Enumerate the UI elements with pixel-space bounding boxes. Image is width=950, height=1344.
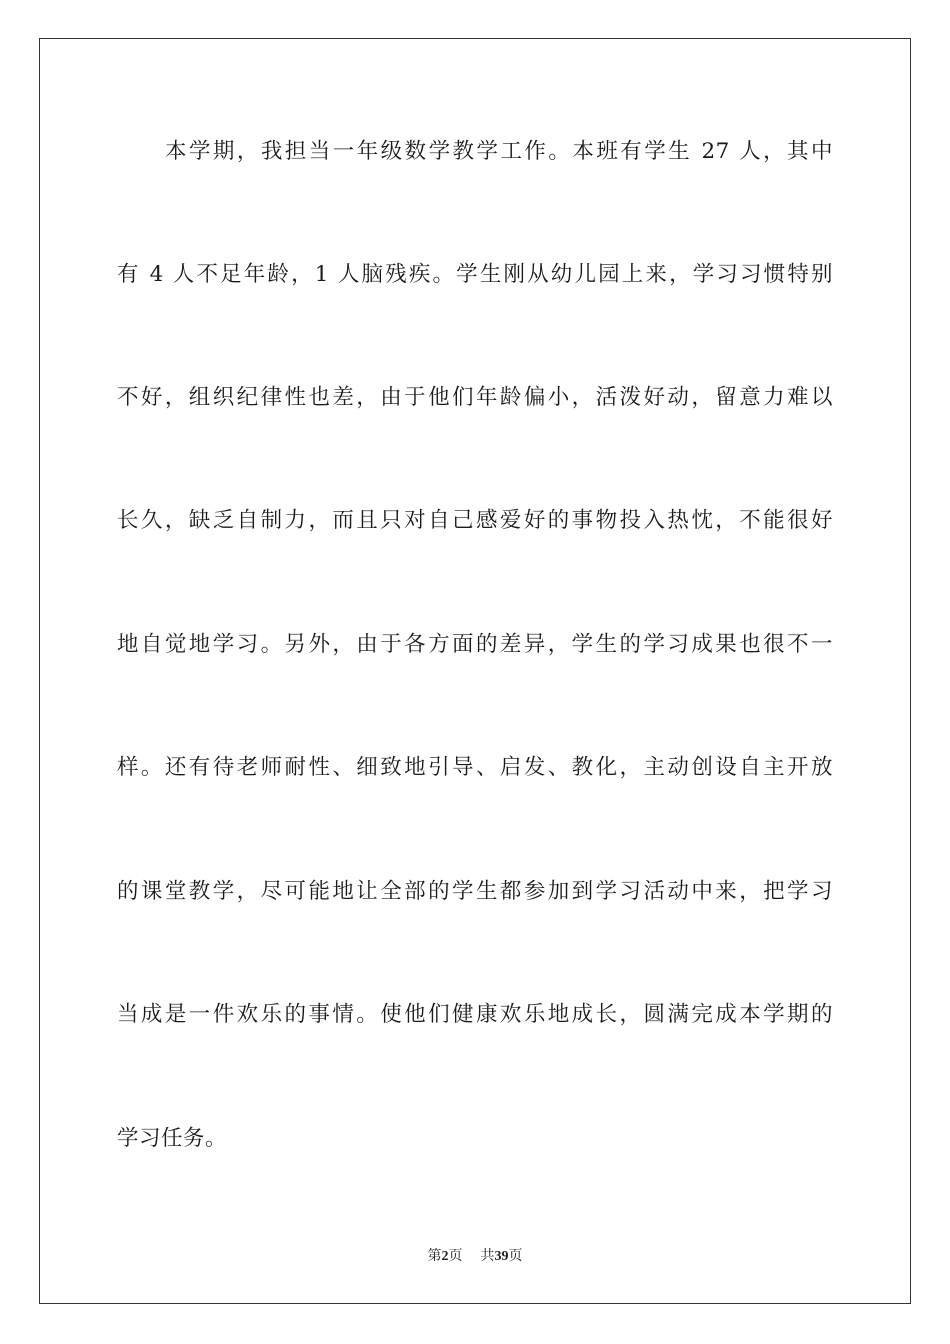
paragraph-line-3: 不好，组织纪律性也差，由于他们年龄偏小，活泼好动，留意力难以 — [117, 385, 833, 410]
paragraph-line-7: 的课堂教学，尽可能地让全部的学生都参加到学习活动中来，把学习 — [117, 879, 833, 904]
paragraph-line-6: 样。还有待老师耐性、细致地引导、启发、教化，主动创设自主开放 — [117, 755, 833, 780]
paragraph-line-5: 地自觉地学习。另外，由于各方面的差异，学生的学习成果也很不一 — [117, 632, 833, 657]
page-footer — [0, 1246, 950, 1267]
page-label-suffix: 页 — [448, 1248, 463, 1264]
paragraph-line-8: 当成是一件欢乐的事情。使他们健康欢乐地成长，圆满完成本学期的 — [117, 1002, 833, 1027]
paragraph-line-1: 本学期，我担当一年级数学教学工作。本班有学生 27 人，其中 — [165, 139, 833, 164]
page-number: 2 — [441, 1249, 449, 1264]
total-label-prefix: 共 — [480, 1248, 495, 1264]
total-pages: 39 — [494, 1249, 509, 1264]
paragraph-line-9: 学习任务。 — [117, 1126, 228, 1151]
total-label-suffix: 页 — [508, 1248, 523, 1264]
page-label-prefix: 第 — [427, 1248, 442, 1264]
paragraph-line-4: 长久，缺乏自制力，而且只对自己感爱好的事物投入热忱，不能很好 — [117, 508, 833, 533]
paragraph-line-2: 有 4 人不足年龄，1 人脑残疾。学生刚从幼儿园上来，学习习惯特别 — [117, 262, 833, 287]
